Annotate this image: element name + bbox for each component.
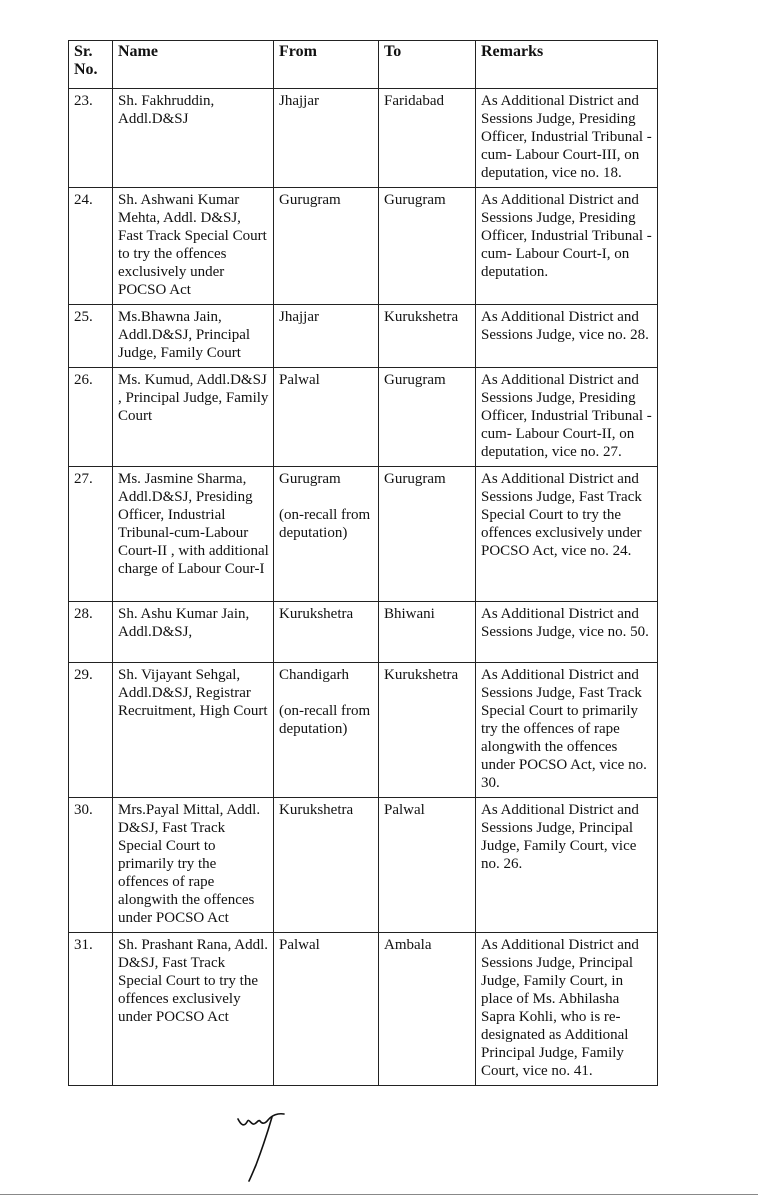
handwritten-signature xyxy=(232,1105,312,1185)
cell-to: Gurugram xyxy=(379,368,476,467)
cell-sr: 25. xyxy=(69,305,113,368)
cell-remarks: As Additional District and Sessions Judge, Principal Judge, Family Court, vice no. 26. xyxy=(476,798,658,933)
cell-to: Faridabad xyxy=(379,89,476,188)
table-row xyxy=(69,933,658,1086)
from-place: Gurugram xyxy=(279,471,341,487)
cell-name: Ms. Kumud, Addl.D&SJ , Principal Judge, Family Court xyxy=(113,368,274,467)
cell-name: Sh. Fakhruddin, Addl.D&SJ xyxy=(113,89,274,188)
header-name: Name xyxy=(113,41,274,89)
transfer-table xyxy=(68,40,658,1086)
cell-name: Sh. Ashwani Kumar Mehta, Addl. D&SJ, Fast Track Special Court to try the offences exclusively under POCSO Act xyxy=(113,188,274,305)
header-to: To xyxy=(379,41,476,89)
cell-to: Gurugram xyxy=(379,188,476,305)
from-place: Chandigarh xyxy=(279,667,349,683)
cell-from: Kurukshetra xyxy=(274,798,379,933)
header-from: From xyxy=(274,41,379,89)
cell-sr: 24. xyxy=(69,188,113,305)
table-row xyxy=(69,602,658,663)
table-row xyxy=(69,368,658,467)
cell-remarks: As Additional District and Sessions Judge, Fast Track Special Court to primarily try the offences of rape alongwith the offences under POCSO Act, vice no. 30. xyxy=(476,663,658,798)
cell-to: Gurugram xyxy=(379,467,476,602)
table-row xyxy=(69,798,658,933)
header-sr-no: Sr. No. xyxy=(69,41,113,89)
table-row xyxy=(69,188,658,305)
table-row xyxy=(69,305,658,368)
cell-remarks: As Additional District and Sessions Judge, Presiding Officer, Industrial Tribunal -cum- Labour Court-I, on deputation. xyxy=(476,188,658,305)
cell-sr: 28. xyxy=(69,602,113,663)
cell-from: Gurugram xyxy=(274,188,379,305)
cell-to: Bhiwani xyxy=(379,602,476,663)
page-bottom-rule xyxy=(0,1194,758,1195)
cell-from xyxy=(274,663,379,798)
header-remarks: Remarks xyxy=(476,41,658,89)
cell-name: Sh. Prashant Rana, Addl. D&SJ, Fast Track Special Court to try the offences exclusively under POCSO Act xyxy=(113,933,274,1086)
cell-sr: 29. xyxy=(69,663,113,798)
cell-remarks: As Additional District and Sessions Judge, Presiding Officer, Industrial Tribunal -cum- Labour Court-III, on deputation, vice no. 18. xyxy=(476,89,658,188)
cell-sr: 30. xyxy=(69,798,113,933)
cell-to: Kurukshetra xyxy=(379,305,476,368)
cell-sr: 27. xyxy=(69,467,113,602)
cell-to: Ambala xyxy=(379,933,476,1086)
cell-sr: 31. xyxy=(69,933,113,1086)
cell-from: Jhajjar xyxy=(274,89,379,188)
cell-remarks: As Additional District and Sessions Judge, vice no. 50. xyxy=(476,602,658,663)
cell-to: Kurukshetra xyxy=(379,663,476,798)
cell-sr: 26. xyxy=(69,368,113,467)
cell-from: Palwal xyxy=(274,368,379,467)
cell-name: Sh. Ashu Kumar Jain, Addl.D&SJ, xyxy=(113,602,274,663)
cell-to: Palwal xyxy=(379,798,476,933)
cell-name: Sh. Vijayant Sehgal, Addl.D&SJ, Registrar Recruitment, High Court xyxy=(113,663,274,798)
cell-from xyxy=(274,467,379,602)
cell-sr: 23. xyxy=(69,89,113,188)
from-note: (on-recall from deputation) xyxy=(279,703,371,737)
cell-remarks: As Additional District and Sessions Judge, vice no. 28. xyxy=(476,305,658,368)
cell-remarks: As Additional District and Sessions Judge, Fast Track Special Court to try the offences exclusively under POCSO Act, vice no. 24. xyxy=(476,467,658,602)
from-note: (on-recall from deputation) xyxy=(279,507,371,541)
cell-name: Ms.Bhawna Jain, Addl.D&SJ, Principal Judge, Family Court xyxy=(113,305,274,368)
cell-from: Kurukshetra xyxy=(274,602,379,663)
table-row xyxy=(69,89,658,188)
cell-remarks: As Additional District and Sessions Judge, Principal Judge, Family Court, in place of Ms. Abhilasha Sapra Kohli, who is re-designated as Additional Principal Judge, Family Court, vice no. 41. xyxy=(476,933,658,1086)
cell-from: Palwal xyxy=(274,933,379,1086)
table-header-row xyxy=(69,41,658,89)
cell-name: Mrs.Payal Mittal, Addl. D&SJ, Fast Track Special Court to primarily try the offences of rape alongwith the offences under POCSO Act xyxy=(113,798,274,933)
cell-name: Ms. Jasmine Sharma, Addl.D&SJ, Presiding Officer, Industrial Tribunal-cum-Labour Court-II , with additional charge of Labour Cour-I xyxy=(113,467,274,602)
cell-remarks: As Additional District and Sessions Judge, Presiding Officer, Industrial Tribunal -cum- Labour Court-II, on deputation, vice no. 27. xyxy=(476,368,658,467)
table-row xyxy=(69,467,658,602)
table-row xyxy=(69,663,658,798)
cell-from: Jhajjar xyxy=(274,305,379,368)
